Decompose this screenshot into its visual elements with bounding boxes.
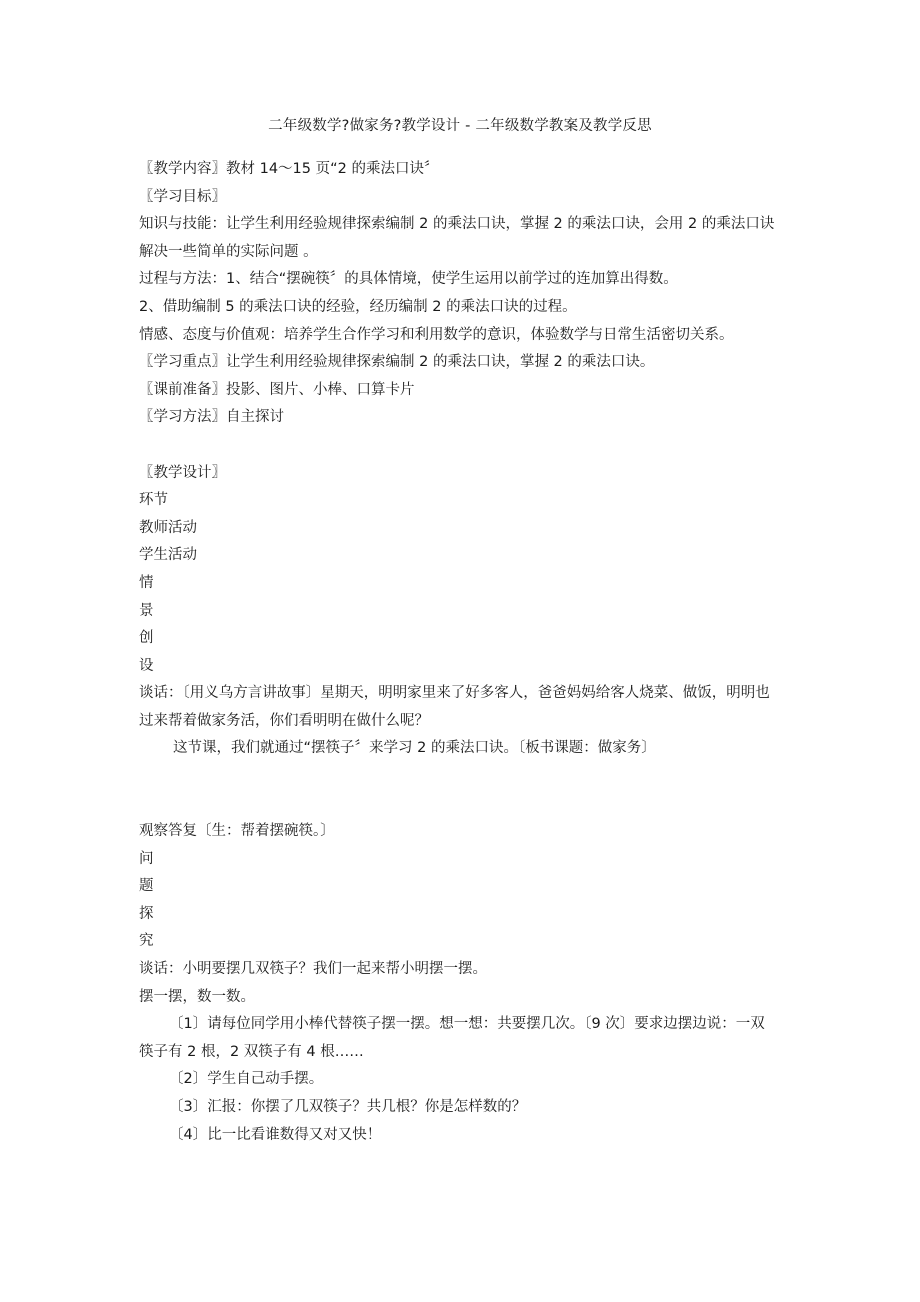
- blank-line: [139, 432, 779, 460]
- knowledge-skills-paragraph: 知识与技能：让学生利用经验规律探索编制 2 的乘法口诀，掌握 2 的乘法口诀，会用 2 的乘法口诀解决一些简单的实际问题 。: [139, 216, 775, 260]
- step-4-line: 〔4〕比一比看谁数得又对又快！: [169, 1126, 382, 1143]
- stage-char: 创: [139, 630, 154, 647]
- stage-char: 题: [139, 878, 154, 895]
- document-title: 二年级数学?做家务?教学设计 - 二年级数学教案及教学反思: [268, 118, 652, 134]
- stage-char: 设: [139, 657, 154, 674]
- process-method-line-2: 2、借助编制 5 的乘法口诀的经验，经历编制 2 的乘法口诀的过程。: [139, 298, 577, 315]
- exploration-talk-line: 谈话：小明要摆几双筷子？我们一起来帮小明摆一摆。: [139, 961, 487, 978]
- arrange-count-line: 摆一摆，数一数。: [139, 988, 255, 1005]
- stage-char: 情: [139, 574, 154, 591]
- intro-talk-paragraph: 谈话：〔用义乌方言讲故事〕星期天，明明家里来了好多客人，爸爸妈妈给客人烧菜、做饭，明明也过来帮着做家务活，你们看明明在做什么呢？: [139, 685, 770, 729]
- learning-method-line: 〖学习方法〗自主探讨: [139, 409, 284, 426]
- step-2-line: 〔2〕学生自己动手摆。: [169, 1071, 324, 1088]
- stage-char: 探: [139, 905, 154, 922]
- blank-lines: [139, 763, 779, 818]
- emotion-values-paragraph: 情感、态度与价值观：培养学生合作学习和利用数学的意识，体验数学与日常生活密切关系。: [139, 326, 734, 343]
- lesson-intro-line: 这节课，我们就通过“摆筷子〞来学习 2 的乘法口诀。〔板书课题：做家务〕: [173, 740, 656, 757]
- observe-answer-line: 观察答复〔生：帮着摆碗筷。〕: [139, 823, 335, 840]
- stage-char: 景: [139, 602, 154, 619]
- table-header-teacher: 教师活动: [139, 519, 197, 536]
- stage-char: 问: [139, 850, 154, 867]
- table-header-stage: 环节: [139, 492, 168, 509]
- document-body: [139, 156, 779, 1149]
- preparation-line: 〖课前准备〗投影、图片、小棒、口算卡片: [139, 381, 415, 398]
- learning-goals-heading: 〖学习目标〗: [139, 188, 226, 205]
- teaching-design-heading: 〖教学设计〗: [139, 464, 226, 481]
- step-1-paragraph: 〔1〕请每位同学用小棒代替筷子摆一摆。想一想：共要摆几次。〔9 次〕要求边摆边说：一双筷子有 2 根，2 双筷子有 4 根……: [139, 1016, 765, 1060]
- stage-char: 究: [139, 933, 154, 950]
- step-3-line: 〔3〕汇报：你摆了几双筷子？共几根？你是怎样数的？: [169, 1099, 527, 1115]
- table-header-student: 学生活动: [139, 547, 197, 564]
- process-method-line: 过程与方法：1、结合“摆碗筷〞的具体情境，使学生运用以前学过的连加算出得数。: [139, 271, 678, 288]
- learning-focus-line: 〖学习重点〗让学生利用经验规律探索编制 2 的乘法口诀，掌握 2 的乘法口诀。: [139, 354, 655, 371]
- teaching-content-line: 〖教学内容〗教材 14～15 页“2 的乘法口诀〞: [139, 161, 439, 177]
